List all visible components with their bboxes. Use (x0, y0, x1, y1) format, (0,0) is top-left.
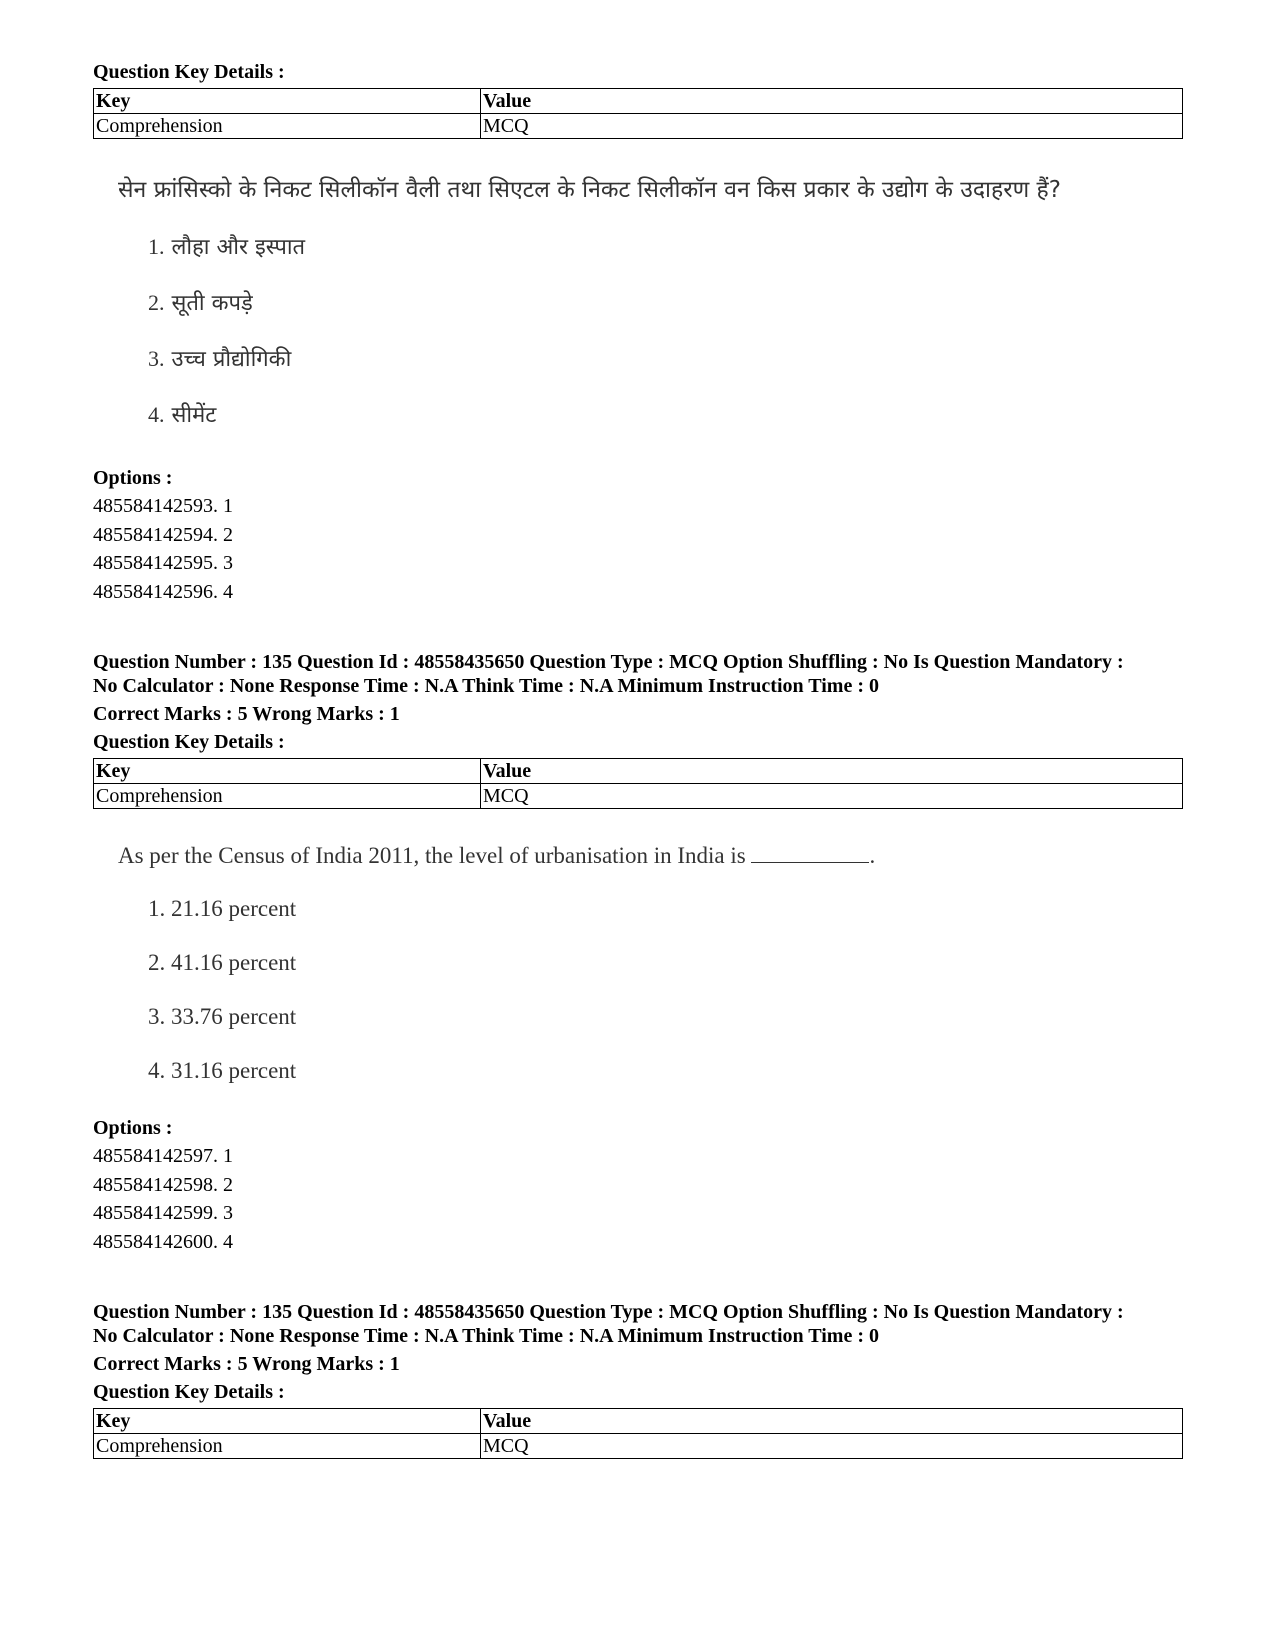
answer-choice (148, 344, 291, 375)
table-cell-key: Comprehension (94, 1434, 481, 1459)
table-header-value: Value (481, 89, 1183, 114)
answer-choice-text: सूती कपड़े (171, 291, 253, 316)
options-label: Options : (93, 467, 173, 489)
table-cell-value: MCQ (481, 1434, 1183, 1459)
answer-choice-text: 31.16 percent (171, 1058, 297, 1083)
answer-choice-number: 3. (148, 1004, 166, 1029)
answer-choice-number: 1. (148, 234, 165, 259)
question-key-details-label: Question Key Details : (93, 1381, 285, 1403)
option-item: 485584142594. 2 (93, 523, 233, 546)
question-key-table (93, 1408, 1183, 1459)
question-header-line: No Calculator : None Response Time : N.A Think Time : N.A Minimum Instruction Time : 0 (93, 1325, 879, 1347)
option-item: 485584142600. 4 (93, 1230, 233, 1253)
answer-choice-text: उच्च प्रौद्योगिकी (171, 347, 292, 372)
options-label: Options : (93, 1117, 173, 1139)
question-header-line: Question Number : 135 Question Id : 48558435650 Question Type : MCQ Option Shuffling : No Is Question Mandatory : (93, 1301, 1124, 1323)
table-header-key: Key (94, 759, 481, 784)
answer-choice-number: 4. (148, 1058, 166, 1083)
question-text-end: . (869, 843, 876, 868)
answer-choice-number: 2. (148, 290, 165, 315)
option-item: 485584142599. 3 (93, 1202, 233, 1224)
answer-choice (148, 400, 216, 431)
table-cell-key: Comprehension (94, 114, 481, 139)
answer-choice (148, 1056, 296, 1086)
option-item: 485584142595. 3 (93, 552, 233, 574)
question-key-table (93, 88, 1183, 139)
answer-choice (148, 1002, 296, 1032)
answer-choice-text: 41.16 percent (171, 950, 297, 975)
table-row (94, 1434, 1183, 1459)
question-text: सेन फ्रांसिस्को के निकट सिलीकॉन वैली तथा सिएटल के निकट सिलीकॉन वन किस प्रकार के उद्योग के उदाहरण हैं? (118, 177, 1061, 203)
table-cell-value: MCQ (481, 784, 1183, 809)
table-row (94, 114, 1183, 139)
answer-choice (148, 948, 296, 978)
table-cell-key: Comprehension (94, 784, 481, 809)
answer-choice-text: लौहा और इस्पात (171, 235, 306, 260)
table-row (94, 784, 1183, 809)
answer-choice-number: 1. (148, 896, 166, 921)
option-item: 485584142598. 2 (93, 1173, 233, 1196)
answer-choice (148, 894, 296, 924)
fill-in-blank (751, 844, 869, 863)
question-key-details-label: Question Key Details : (93, 61, 285, 83)
marks-line: Correct Marks : 5 Wrong Marks : 1 (93, 1353, 400, 1375)
answer-choice-text: 33.76 percent (171, 1004, 297, 1029)
answer-choice (148, 232, 305, 263)
question-header (93, 1300, 1183, 1348)
answer-choice-number: 2. (148, 950, 166, 975)
option-item: 485584142596. 4 (93, 580, 233, 603)
answer-choice-number: 4. (148, 402, 165, 427)
table-header-row (94, 759, 1183, 784)
marks-line: Correct Marks : 5 Wrong Marks : 1 (93, 703, 400, 725)
options-list (93, 1142, 233, 1256)
table-header-row (94, 1409, 1183, 1434)
table-header-key: Key (94, 1409, 481, 1434)
table-cell-value: MCQ (481, 114, 1183, 139)
answer-choice (148, 288, 253, 319)
options-list (93, 492, 233, 606)
answer-choice-text: 21.16 percent (171, 896, 297, 921)
question-text-body: As per the Census of India 2011, the level of urbanisation in India is (118, 843, 746, 868)
table-header-row (94, 89, 1183, 114)
question-header-line: Question Number : 135 Question Id : 48558435650 Question Type : MCQ Option Shuffling : No Is Question Mandatory : (93, 651, 1124, 673)
question-key-details-label: Question Key Details : (93, 731, 285, 753)
option-item: 485584142593. 1 (93, 495, 233, 517)
question-text (118, 841, 875, 871)
answer-choice-number: 3. (148, 346, 165, 371)
question-header (93, 650, 1183, 698)
answer-choice-text: सीमेंट (171, 403, 217, 428)
question-header-line: No Calculator : None Response Time : N.A Think Time : N.A Minimum Instruction Time : 0 (93, 675, 879, 697)
table-header-value: Value (481, 759, 1183, 784)
option-item: 485584142597. 1 (93, 1145, 233, 1167)
table-header-value: Value (481, 1409, 1183, 1434)
table-header-key: Key (94, 89, 481, 114)
question-key-table (93, 758, 1183, 809)
